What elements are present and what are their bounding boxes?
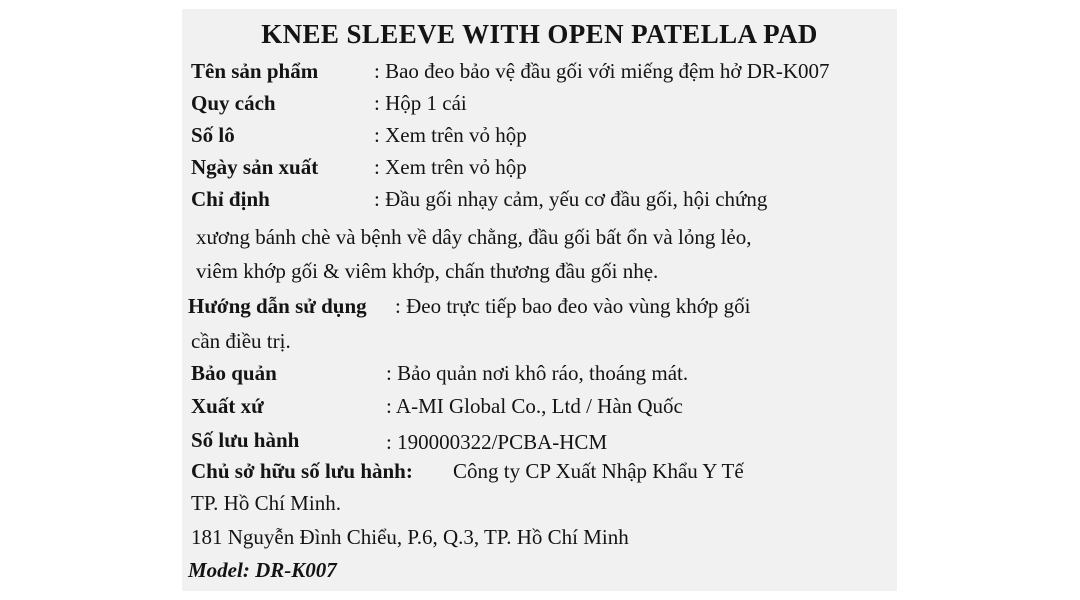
usage-key: Hướng dẫn sử dụng	[188, 294, 367, 318]
address: 181 Nguyễn Đình Chiểu, P.6, Q.3, TP. Hồ Chí Minh	[191, 525, 629, 549]
registration-key: Số lưu hành	[191, 428, 300, 452]
origin-value: : A-MI Global Co., Ltd / Hàn Quốc	[386, 394, 683, 418]
indication-key: Chỉ định	[191, 187, 270, 211]
product-name-value: : Bao đeo bảo vệ đầu gối với miếng đệm hở DR-K007	[374, 59, 830, 83]
storage-value: : Bảo quản nơi khô ráo, thoáng mát.	[386, 361, 689, 385]
indication-line-2: xương bánh chè và bệnh về dây chằng, đầu gối bất ổn và lỏng lẻo,	[196, 225, 752, 249]
lot-value: : Xem trên vỏ hộp	[374, 123, 527, 147]
product-title: KNEE SLEEVE WITH OPEN PATELLA PAD	[261, 19, 818, 49]
registration-value: : 190000322/PCBA-HCM	[386, 430, 608, 454]
manufacture-date-key: Ngày sản xuất	[191, 155, 319, 179]
indication-line-3: viêm khớp gối & viêm khớp, chấn thương đầu gối nhẹ.	[196, 259, 659, 283]
product-name-key: Tên sản phẩm	[191, 59, 319, 83]
indication-value: : Đầu gối nhạy cảm, yếu cơ đầu gối, hội chứng	[374, 187, 768, 211]
usage-line-2: cần điều trị.	[191, 329, 291, 353]
product-label	[182, 9, 897, 591]
packaging-key: Quy cách	[191, 91, 276, 115]
lot-key: Số lô	[191, 123, 235, 147]
packaging-value: : Hộp 1 cái	[374, 91, 467, 115]
manufacture-date-value: : Xem trên vỏ hộp	[374, 155, 527, 179]
owner-value: Công ty CP Xuất Nhập Khẩu Y Tế	[453, 459, 744, 483]
owner-line-2: TP. Hồ Chí Minh.	[191, 491, 341, 515]
usage-value: : Đeo trực tiếp bao đeo vào vùng khớp gối	[395, 294, 751, 318]
origin-key: Xuất xứ	[191, 394, 264, 418]
model-number: Model: DR-K007	[188, 558, 337, 582]
storage-key: Bảo quản	[191, 361, 277, 385]
owner-key: Chủ sở hữu số lưu hành:	[191, 459, 413, 483]
